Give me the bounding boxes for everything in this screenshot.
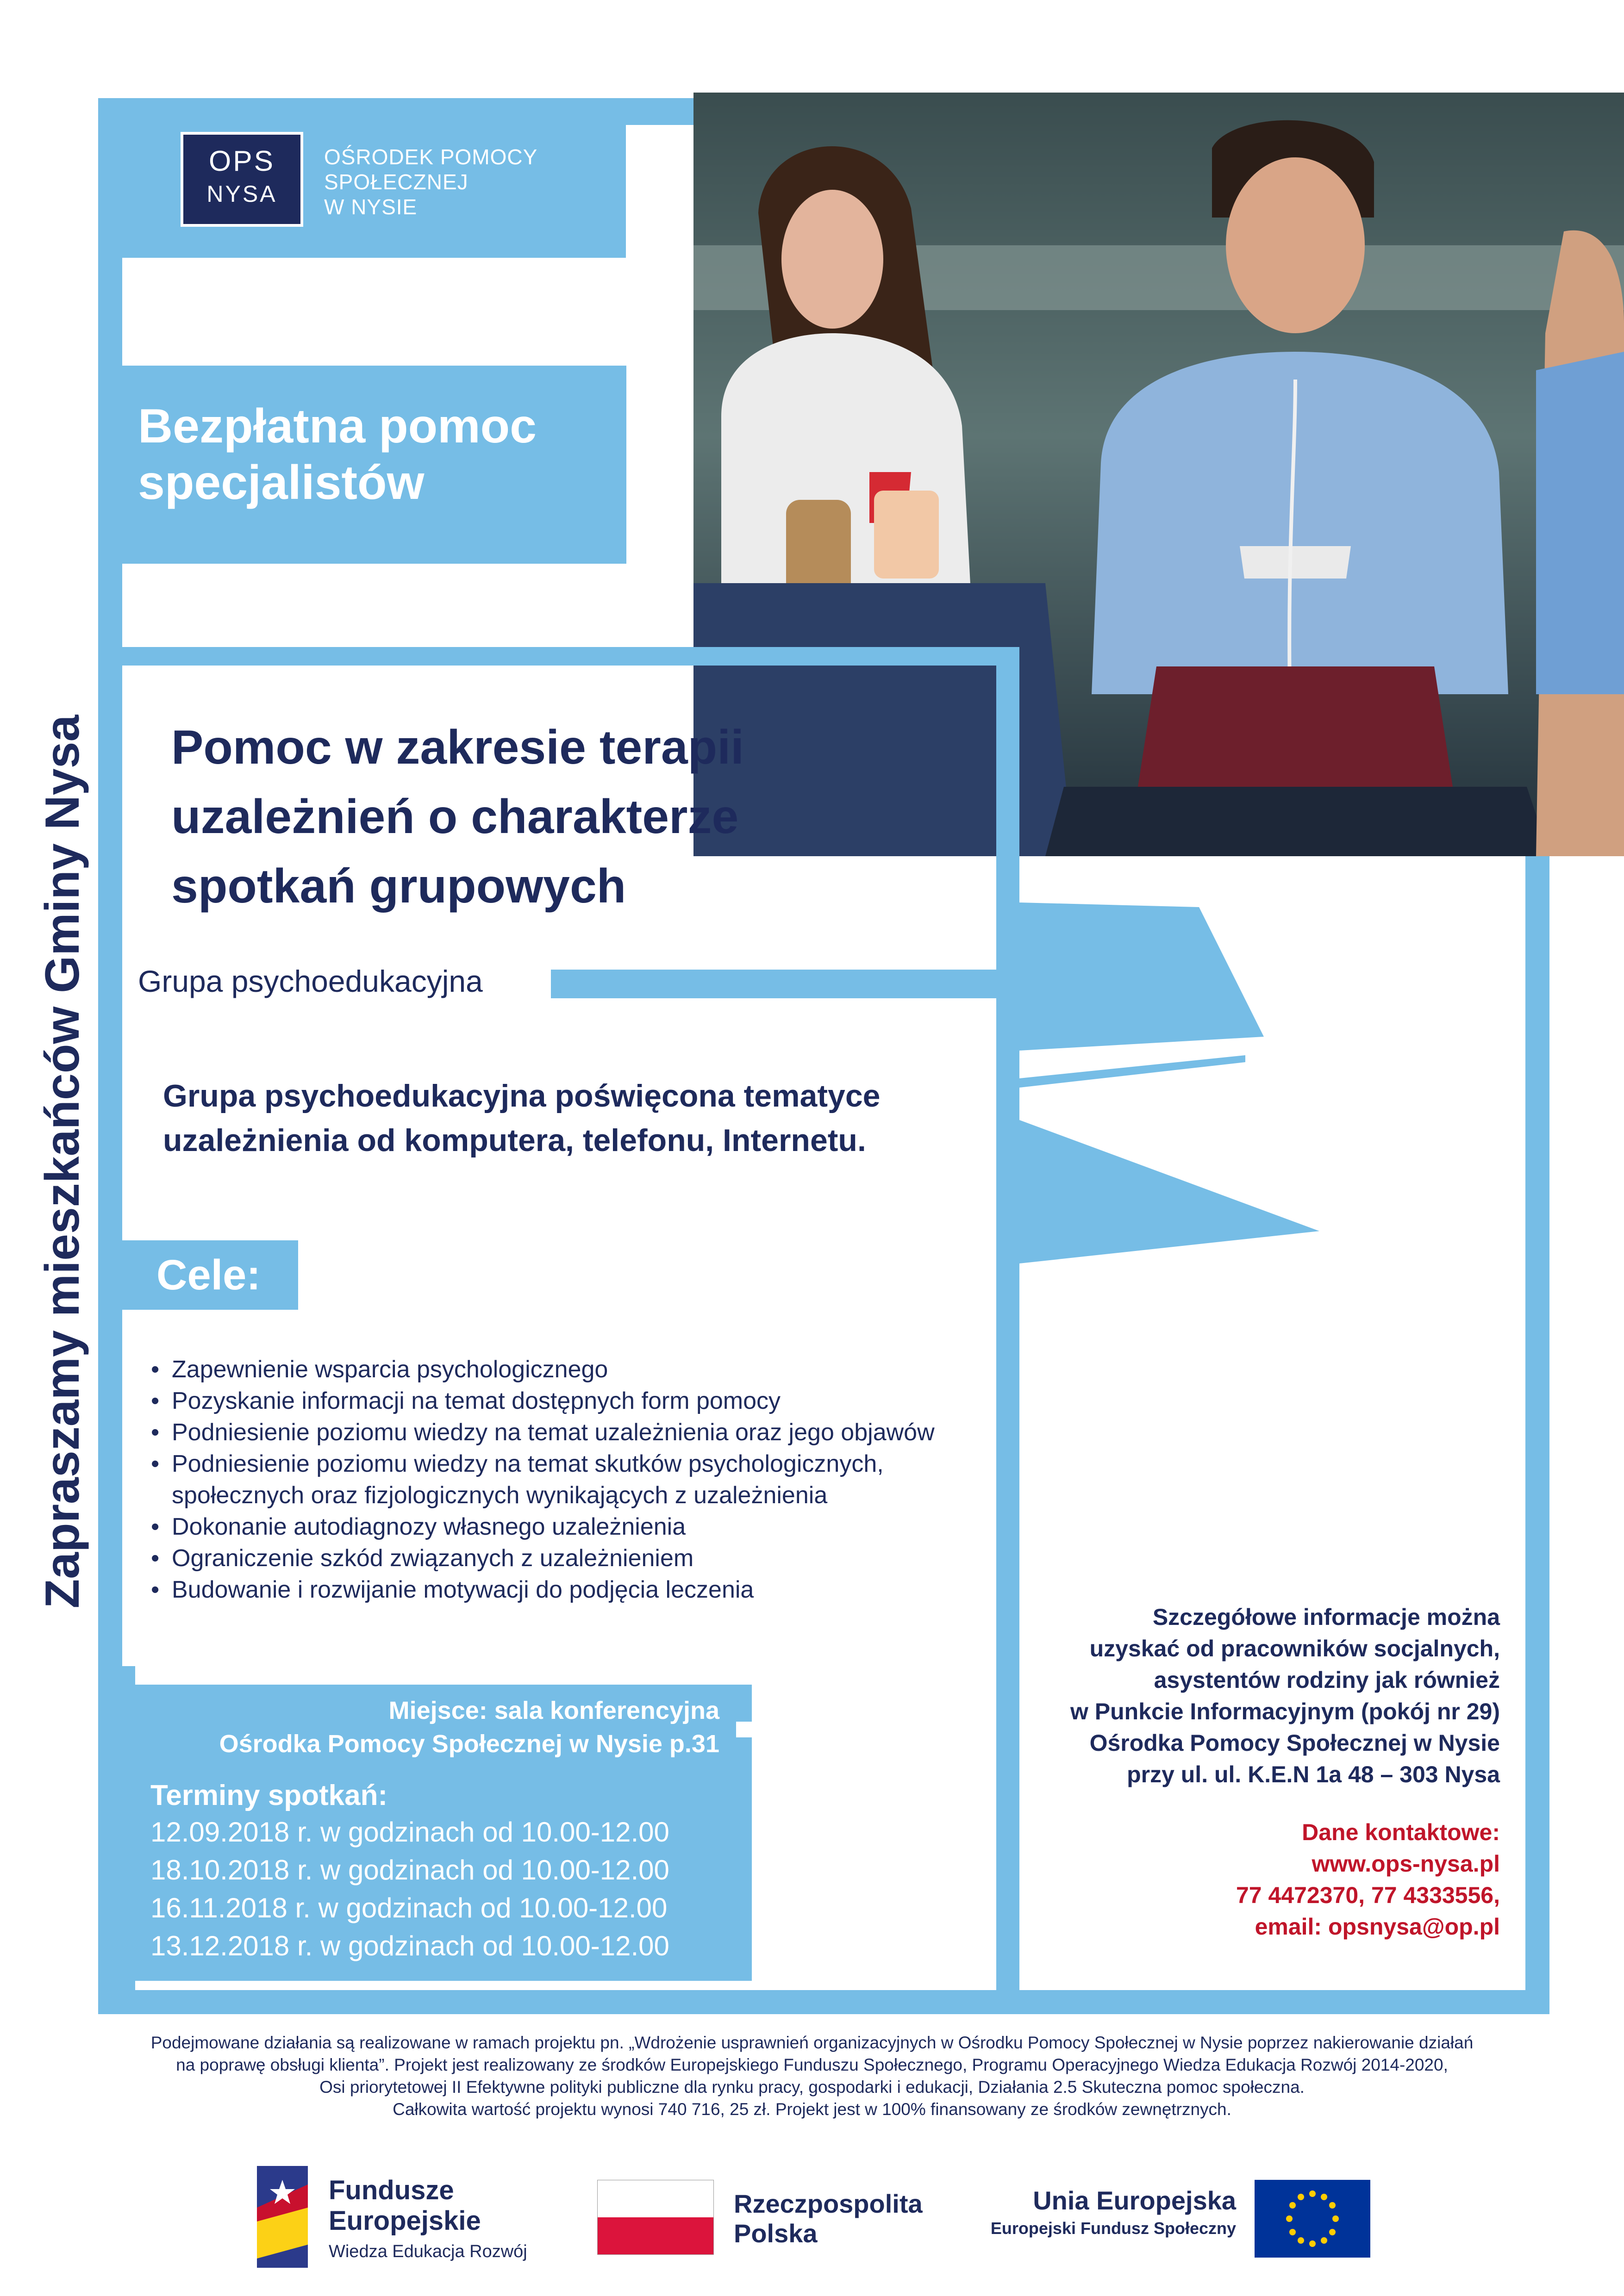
contact-heading: Dane kontaktowe: [1302, 1819, 1500, 1845]
organization-name [324, 144, 602, 219]
main-panel-border [98, 647, 1019, 666]
venue-line: Ośrodka Pomocy Społecznej w Nysie p.31 [219, 1730, 719, 1758]
list-item: • Dokonanie autodiagnozy własnego uzależnienia [151, 1511, 984, 1543]
logo-top-text: OPS [209, 145, 275, 177]
title-line: Pomoc w zakresie terapii [171, 721, 744, 774]
white-gap-2 [122, 564, 693, 647]
fe-line: Fundusze [329, 2175, 454, 2205]
list-item: • Podniesienie poziomu wiedzy na temat uzależnienia oraz jego objawów [151, 1417, 984, 1448]
info-text [1023, 1601, 1500, 1790]
fe-line: Wiedza Edukacja Rozwój [329, 2242, 527, 2261]
info-line: Ośrodka Pomocy Społecznej w Nysie [1089, 1730, 1500, 1756]
list-item: • Pozyskanie informacji na temat dostępnych form pomocy [151, 1385, 984, 1417]
title-line: uzależnień o charakterze [171, 790, 739, 844]
description-line: Grupa psychoedukacyjna poświęcona tematyce [163, 1078, 881, 1114]
rp-line: Rzeczpospolita [734, 2189, 923, 2218]
rp-line: Polska [734, 2219, 818, 2248]
fundusze-europejskie-logo-icon [257, 2166, 308, 2268]
venue-line: Miejsce: sala konferencyjna [388, 1697, 719, 1724]
goals-list [151, 1354, 984, 1605]
org-name-line: SPOŁECZNEJ [324, 170, 468, 194]
group-label-bar [551, 970, 996, 998]
footer-line: na poprawę obsługi klienta”. Projekt jest realizowany ze środków Europejskiego Funduszu Społecznego, Programu Operacyjnego Wiedza Edukacja Rozwój 2014-2020, [176, 2055, 1448, 2074]
phone-numbers: 77 4472370, 77 4333556, [1236, 1882, 1500, 1908]
website-link[interactable]: www.ops-nysa.pl [1312, 1851, 1500, 1877]
polish-flag-icon [597, 2180, 714, 2255]
description [163, 1074, 880, 1163]
white-gap [122, 258, 626, 366]
info-line: w Punkcie Informacyjnym (pokój nr 29) [1070, 1699, 1500, 1724]
info-line: Szczegółowe informacje można [1152, 1604, 1500, 1630]
list-item: • Budowanie i rozwijanie motywacji do podjęcia leczenia [151, 1574, 984, 1605]
headline [138, 398, 537, 511]
schedule-dates [150, 1813, 669, 1965]
info-line: uzyskać od pracowników socjalnych, [1089, 1636, 1500, 1661]
footer-line: Podejmowane działania są realizowane w ramach projektu pn. „Wdrożenie usprawnień organizacyjnych w Ośrodku Pomocy Społecznej w Nysie poprzez nakierowanie działań [150, 2033, 1474, 2052]
photo-young-people-with-phones [693, 93, 1624, 856]
headline-line: Bezpłatna pomoc [138, 399, 537, 453]
list-item: • Ograniczenie szkód związanych z uzależnieniem [151, 1543, 984, 1574]
email-link[interactable]: email: opsnysa@op.pl [1255, 1914, 1500, 1940]
logo-bottom-text: NYSA [206, 181, 277, 207]
rzeczpospolita-label [734, 2189, 923, 2248]
org-name-line: OŚRODEK POMOCY [324, 145, 538, 169]
date-item: 12.09.2018 r. w godzinach od 10.00-12.00 [150, 1817, 669, 1848]
ue-line: Unia Europejska [1033, 2186, 1236, 2215]
list-item: • Podniesienie poziomu wiedzy na temat skutków psychologicznych, [151, 1448, 984, 1480]
schedule-heading: Terminy spotkań: [150, 1780, 388, 1811]
fe-line: Europejskie [329, 2206, 481, 2236]
info-line: asystentów rodziny jak również [1154, 1667, 1500, 1693]
date-item: 18.10.2018 r. w godzinach od 10.00-12.00 [150, 1854, 669, 1885]
vertical-invitation: Zapraszamy mieszkańców Gminy Nysa [36, 715, 89, 1609]
unia-europejska-label [972, 2184, 1236, 2240]
list-item: • Zapewnienie wsparcia psychologicznego [151, 1354, 984, 1385]
ops-logo [181, 132, 303, 227]
venue [122, 1694, 719, 1761]
date-item: 16.11.2018 r. w godzinach od 10.00-12.00 [150, 1892, 668, 1923]
schedule-notch [736, 1722, 752, 1737]
main-title [171, 713, 744, 921]
contact [1023, 1817, 1500, 1942]
org-name-line: W NYSIE [324, 195, 418, 219]
footer-line: Osi priorytetowej II Efektywne polityki publiczne dla rynku pracy, gospodarki i edukacji, Działania 2.5 Skuteczna pomoc społeczna. [319, 2078, 1305, 2097]
footer-line: Całkowita wartość projektu wynosi 740 716, 25 zł. Projekt jest w 100% finansowany ze środków zewnętrznych. [393, 2100, 1231, 2119]
description-line: uzależnienia od komputera, telefonu, Internetu. [163, 1123, 866, 1158]
date-item: 13.12.2018 r. w godzinach od 10.00-12.00 [150, 1930, 669, 1961]
eu-flag-icon [1255, 2180, 1370, 2258]
goals-heading: Cele: [156, 1251, 261, 1299]
footer-text [65, 2032, 1559, 2121]
headline-line: specjalistów [138, 456, 425, 510]
ue-line: Europejski Fundusz Społeczny [990, 2219, 1236, 2238]
fundusze-europejskie-label [329, 2175, 527, 2267]
list-item: społecznych oraz fizjologicznych wynikających z uzależnienia [172, 1482, 828, 1509]
group-label: Grupa psychoedukacyjna [138, 964, 483, 998]
info-line: przy ul. ul. K.E.N 1a 48 – 303 Nysa [1127, 1761, 1500, 1787]
title-line: spotkań grupowych [171, 859, 626, 913]
